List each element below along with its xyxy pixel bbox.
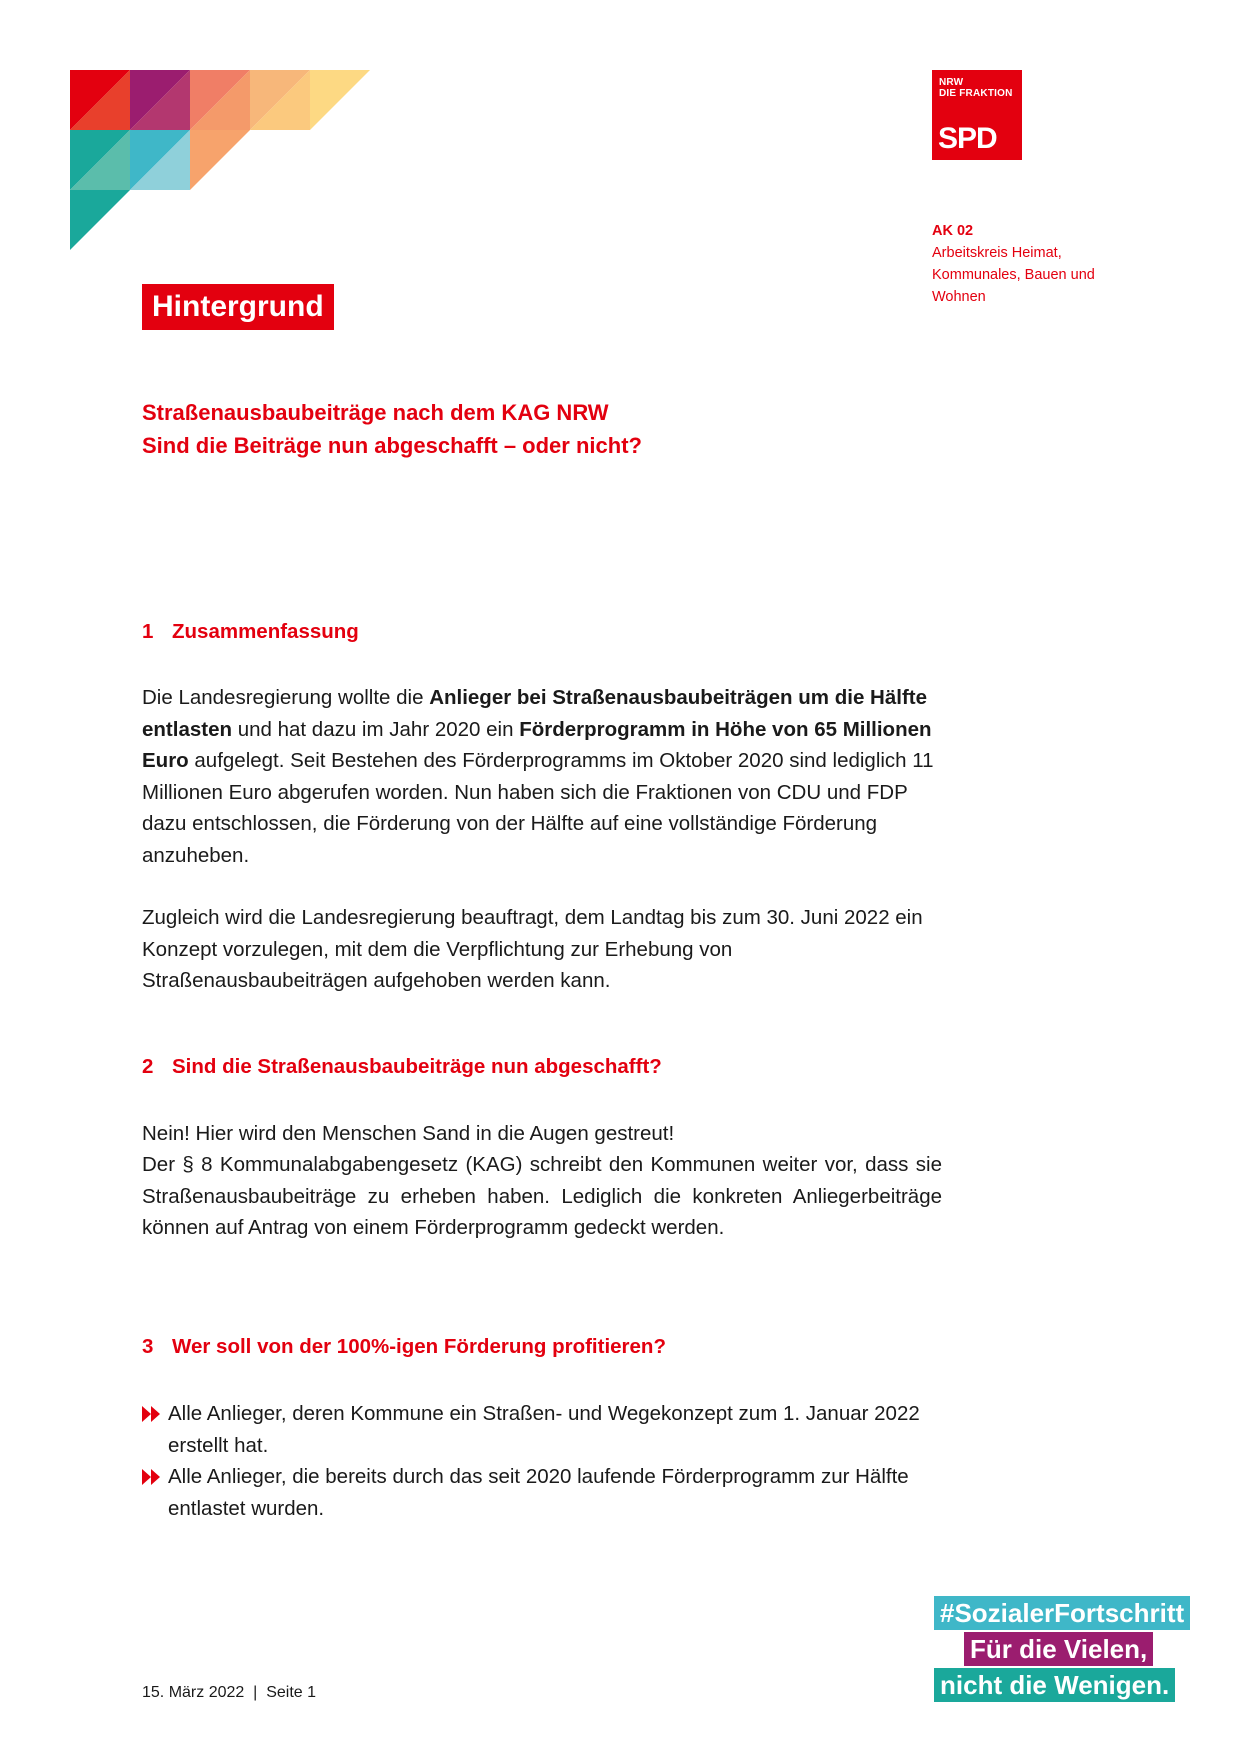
ak-line3: Wohnen (932, 289, 986, 305)
section-2-paragraph-1: Nein! Hier wird den Menschen Sand in die Augen gestreut! (142, 1122, 675, 1145)
double-arrow-icon (142, 1469, 164, 1485)
list-item-text: Alle Anlieger, die bereits durch das seit 2020 laufende Förderprogramm zur Hälfte entlastet wurden. (168, 1465, 909, 1520)
slogan-hashtag: #SozialerFortschritt (934, 1596, 1190, 1630)
section-2-number: 2 (142, 1055, 154, 1078)
section-3-number: 3 (142, 1335, 154, 1358)
bold-run: Anlieger bei Straßenausbaubeiträgen um die Hälfte entlasten (142, 686, 927, 741)
text-run: aufgelegt. Seit Bestehen des Förderprogramms im Oktober 2020 sind lediglich 11 Millionen Euro abgerufen worden. Nun haben sich die Fraktionen von CDU und FDP dazu entschlossen, die Förderung von der Hälfte auf eine vollständige Förderung anzuheben. (142, 749, 934, 867)
text-run: Die Landesregierung wollte die (142, 686, 430, 709)
logo-die-fraktion: DIE FRAKTION (939, 88, 1013, 99)
title-line1: Straßenausbaubeiträge nach dem KAG NRW (142, 400, 609, 425)
section-1-title: Zusammenfassung (172, 620, 359, 643)
spd-logo (932, 70, 1022, 160)
working-group-info (932, 220, 1152, 308)
title-line2: Sind die Beiträge nun abgeschafft – oder nicht? (142, 433, 642, 458)
beneficiary-list (142, 1398, 942, 1524)
double-arrow-icon (142, 1406, 164, 1422)
bold-run: Förderprogramm in Höhe von 65 Millionen Euro (142, 717, 932, 772)
ak-code: AK 02 (932, 223, 974, 239)
text-run: und hat dazu im Jahr 2020 ein (232, 717, 520, 741)
document-title (142, 396, 942, 462)
section-3-heading (142, 1335, 666, 1359)
logo-nrw: NRW (939, 77, 964, 88)
slogan-line3: nicht die Wenigen. (934, 1668, 1175, 1702)
list-item-text: Alle Anlieger, deren Kommune ein Straßen- und Wegekonzept zum 1. Januar 2022 erstellt hat. (168, 1402, 920, 1457)
section-3-title: Wer soll von der 100%-igen Förderung profitieren? (172, 1335, 666, 1358)
section-1-number: 1 (142, 620, 154, 643)
section-1-heading (142, 620, 359, 644)
list-item (142, 1461, 942, 1524)
slogan-line2: Für die Vielen, (964, 1632, 1153, 1666)
section-1-paragraph-1 (142, 682, 942, 871)
section-2-paragraph-2: Der § 8 Kommunalabgabengesetz (KAG) schreibt den Kommunen weiter vor, dass sie Straßenausbaubeiträge zu erheben haben. Lediglich die konkreten Anliegerbeiträge können auf Antrag von einem Förderprogramm gedeckt werden. (142, 1153, 942, 1239)
ak-line1: Arbeitskreis Heimat, (932, 245, 1062, 261)
page-footer: 15. März 2022 | Seite 1 (142, 1684, 317, 1701)
document-type-badge: Hintergrund (142, 284, 334, 330)
section-1-paragraph-2: Zugleich wird die Landesregierung beauftragt, dem Landtag bis zum 30. Juni 2022 ein Konzept vorzulegen, mit dem die Verpflichtung zur Erhebung von Straßenausbaubeiträgen aufgehoben werden kann. (142, 906, 923, 992)
section-2-heading (142, 1055, 662, 1079)
section-2-title: Sind die Straßenausbaubeiträge nun abgeschafft? (172, 1055, 662, 1078)
logo-spd: SPD (938, 122, 997, 155)
list-item (142, 1398, 942, 1461)
campaign-slogan (934, 1596, 1190, 1704)
decorative-triangle-mosaic (70, 70, 380, 260)
ak-line2: Kommunales, Bauen und (932, 267, 1095, 283)
